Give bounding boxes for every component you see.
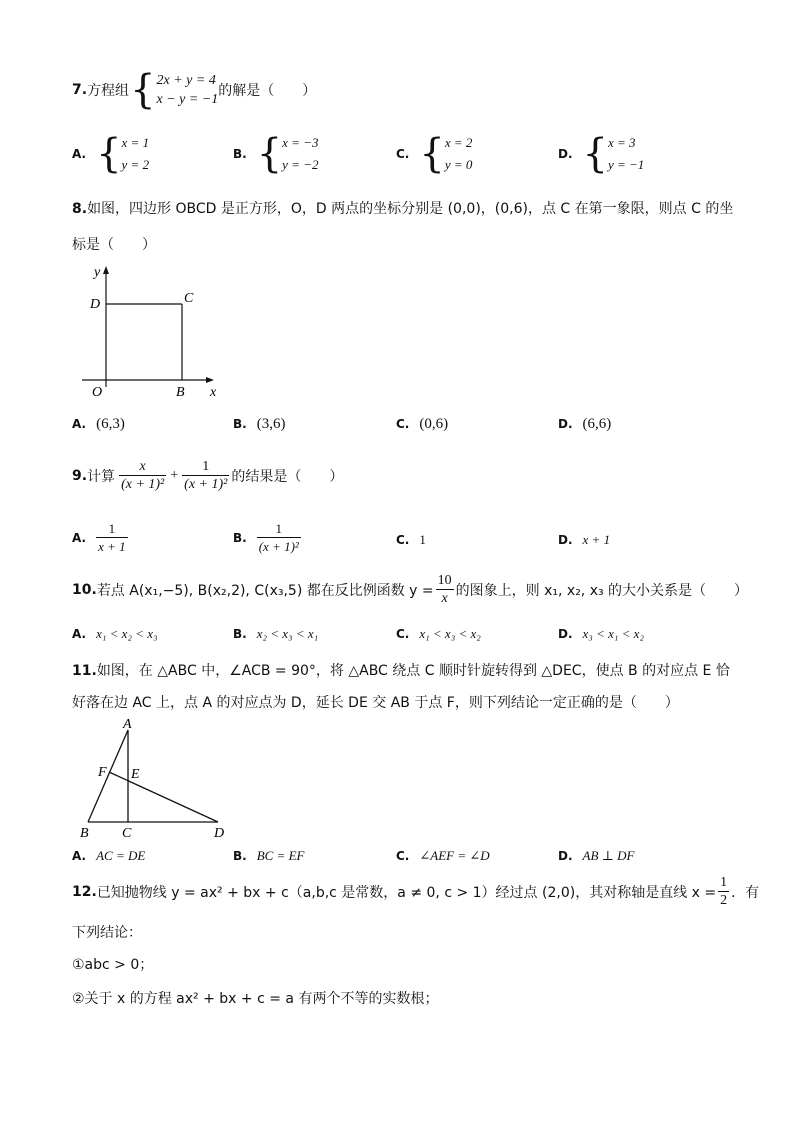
option-label: A. [72,530,87,545]
brace: { [256,131,283,177]
q10-option-b[interactable] [233,626,318,642]
label-d: D [214,826,225,841]
option-label: C. [396,533,410,547]
denominator: x [436,589,454,607]
brace: { [582,131,608,177]
brace: { [96,131,122,177]
label-c: C [122,826,132,841]
q12-pre: 已知抛物线 y = ax² + bx + c（a,b,c 是常数，a ≠ 0, c > 1）经过点 (2,0)，其对称轴是直线 x = [96,884,717,901]
option-label: D. [558,147,573,161]
option-label: C. [396,147,410,161]
q10-stem [72,572,748,607]
label-f: F [98,765,107,780]
q11-stem-line1 [72,660,730,680]
option-label: B. [233,530,247,545]
y-axis-arrow [103,266,109,274]
q8-text1: 如图，四边形 OBCD 是正方形，O，D 两点的坐标分别是 (0,0)，(0,6)，点 C 在第一象限，则点 C 的坐 [87,201,734,217]
option-label: D. [558,417,573,431]
label-d: D [90,297,101,312]
system-line: y = 0 [444,157,473,172]
q11-option-d[interactable] [558,848,634,864]
q7-post: 的解是（ ） [218,83,317,99]
system-line: y = −2 [282,157,319,172]
option-text: AC = DE [96,848,146,863]
system-line: x = −3 [282,135,319,150]
option-label: B. [233,417,247,431]
option-label: C. [396,849,410,863]
q7-option-b[interactable] [233,132,319,176]
option-label: A. [72,147,87,161]
q9-option-b[interactable] [233,520,301,555]
q9-pre: 计算 [87,468,116,485]
q10-fraction [436,572,454,607]
system-line: x = 2 [444,135,473,150]
q9-option-a[interactable] [72,520,128,555]
q12-stem-line1 [72,874,759,909]
q12-fraction [718,874,729,909]
option-label: C. [396,417,410,431]
q8-stem-line1 [72,198,733,218]
q8-option-d[interactable] [558,416,611,433]
numerator: 1 [720,875,728,890]
option-label: A. [72,627,87,641]
q7-eq2: x − y = −1 [156,92,219,107]
q8-number: 8. [72,201,88,217]
q9-post: 的结果是（ ） [231,468,344,485]
q10-option-d[interactable] [558,626,644,642]
option-label: C. [396,627,410,641]
q12-conclusion-1: ①abc > 0； [72,957,154,973]
q9-option-c[interactable] [396,532,426,548]
numerator: 1 [108,521,116,536]
q8-option-c[interactable] [396,416,448,433]
q9-option-d[interactable] [558,532,610,548]
q9-stem [72,458,343,493]
q12-stem-line2: 下列结论： [72,925,142,941]
option-label: D. [558,533,573,547]
numerator: x [139,459,146,474]
q11-figure [76,718,236,842]
label-x: x [210,385,217,400]
option-text: (0,6) [419,416,449,432]
option-label: B. [233,147,247,161]
q11-option-c[interactable] [396,848,490,864]
label-b: B [176,385,185,400]
q7-pre: 方程组 [87,83,130,99]
option-text: (3,6) [256,416,286,432]
q7-option-d[interactable] [558,132,644,176]
q7-option-c[interactable] [396,132,472,176]
q12-post: ．有 [731,884,760,901]
q12-conclusion-2: ②关于 x 的方程 ax² + bx + c = a 有两个不等的实数根； [72,991,439,1007]
q8-stem-line2: 标是（ ） [72,237,156,253]
q8-figure [78,262,228,402]
option-label: D. [558,627,573,641]
q8-option-a[interactable] [72,416,125,433]
q12-number: 12. [72,883,97,900]
option-text: BC = EF [256,848,305,863]
option-text: AB ⊥ DF [582,848,635,863]
option-label: D. [558,849,573,863]
segment-df [109,772,218,822]
plus-sign: + [170,467,179,483]
option-fraction [257,520,301,555]
q10-option-c[interactable] [396,626,481,642]
system-line: x = 3 [607,135,636,150]
option-text: (6,3) [96,416,125,432]
denominator: 2 [720,893,728,908]
option-label: B. [233,627,247,641]
q7-brace: { [130,67,156,113]
q7-number: 7. [72,82,88,98]
q7-stem [72,67,317,113]
numerator: 1 [202,459,210,474]
option-fraction [96,520,128,555]
q10-post: 的图象上，则 x₁, x₂, x₃ 的大小关系是（ ） [455,582,749,599]
label-c: C [184,291,194,306]
system-line: y = −1 [607,157,645,172]
option-text: (6,6) [582,416,612,432]
q11-number: 11. [72,663,97,679]
segment-ba [88,730,128,822]
brace: { [419,131,445,177]
q10-pre: 若点 A(x₁,−5), B(x₂,2), C(x₃,5) 都在反比例函数 y = [96,582,434,599]
numerator: 1 [275,521,283,536]
option-text: x₁ < x₃ < x₂ [419,626,481,641]
label-o: O [92,385,103,400]
option-text: x₂ < x₃ < x₁ [256,626,319,641]
x-axis-arrow [206,377,214,383]
denominator: x + 1 [98,539,126,554]
option-label: B. [233,849,247,863]
q7-option-a[interactable] [72,132,149,176]
q10-option-a[interactable] [72,626,158,642]
option-text: 1 [419,532,426,547]
system-line: y = 2 [121,157,150,172]
q10-number: 10. [72,581,97,598]
label-y: y [94,265,101,280]
q11-option-b[interactable] [233,848,305,864]
option-text: x + 1 [582,532,611,547]
option-label: A. [72,849,87,863]
numerator: 10 [437,573,452,588]
q11-text1: 如图，在 △ABC 中，∠ACB = 90°，将 △ABC 绕点 C 顺时针旋转得到 △DEC，使点 B 的对应点 E 恰 [96,663,730,679]
q11-option-a[interactable] [72,848,145,864]
denominator: (x + 1)² [258,539,299,554]
option-text: ∠AEF = ∠D [419,848,490,863]
q9-number: 9. [72,467,88,484]
denominator: (x + 1)² [184,477,228,492]
q7-eq1: 2x + y = 4 [156,73,216,88]
label-e: E [131,767,140,782]
option-text: x₁ < x₂ < x₃ [96,626,158,641]
q9-fraction-2 [182,458,229,493]
q11-stem-line2: 好落在边 AC 上，点 A 的对应点为 D，延长 DE 交 AB 于点 F，则下列结论一定正确的是（ ） [72,695,679,711]
q9-fraction-1 [119,458,166,493]
label-a: A [123,718,132,732]
q8-option-b[interactable] [233,416,285,433]
denominator: (x + 1)² [121,477,165,492]
option-text: x₃ < x₁ < x₂ [582,626,644,641]
label-b: B [80,826,89,841]
q7-system [157,71,219,109]
system-line: x = 1 [121,135,150,150]
option-label: A. [72,417,87,431]
